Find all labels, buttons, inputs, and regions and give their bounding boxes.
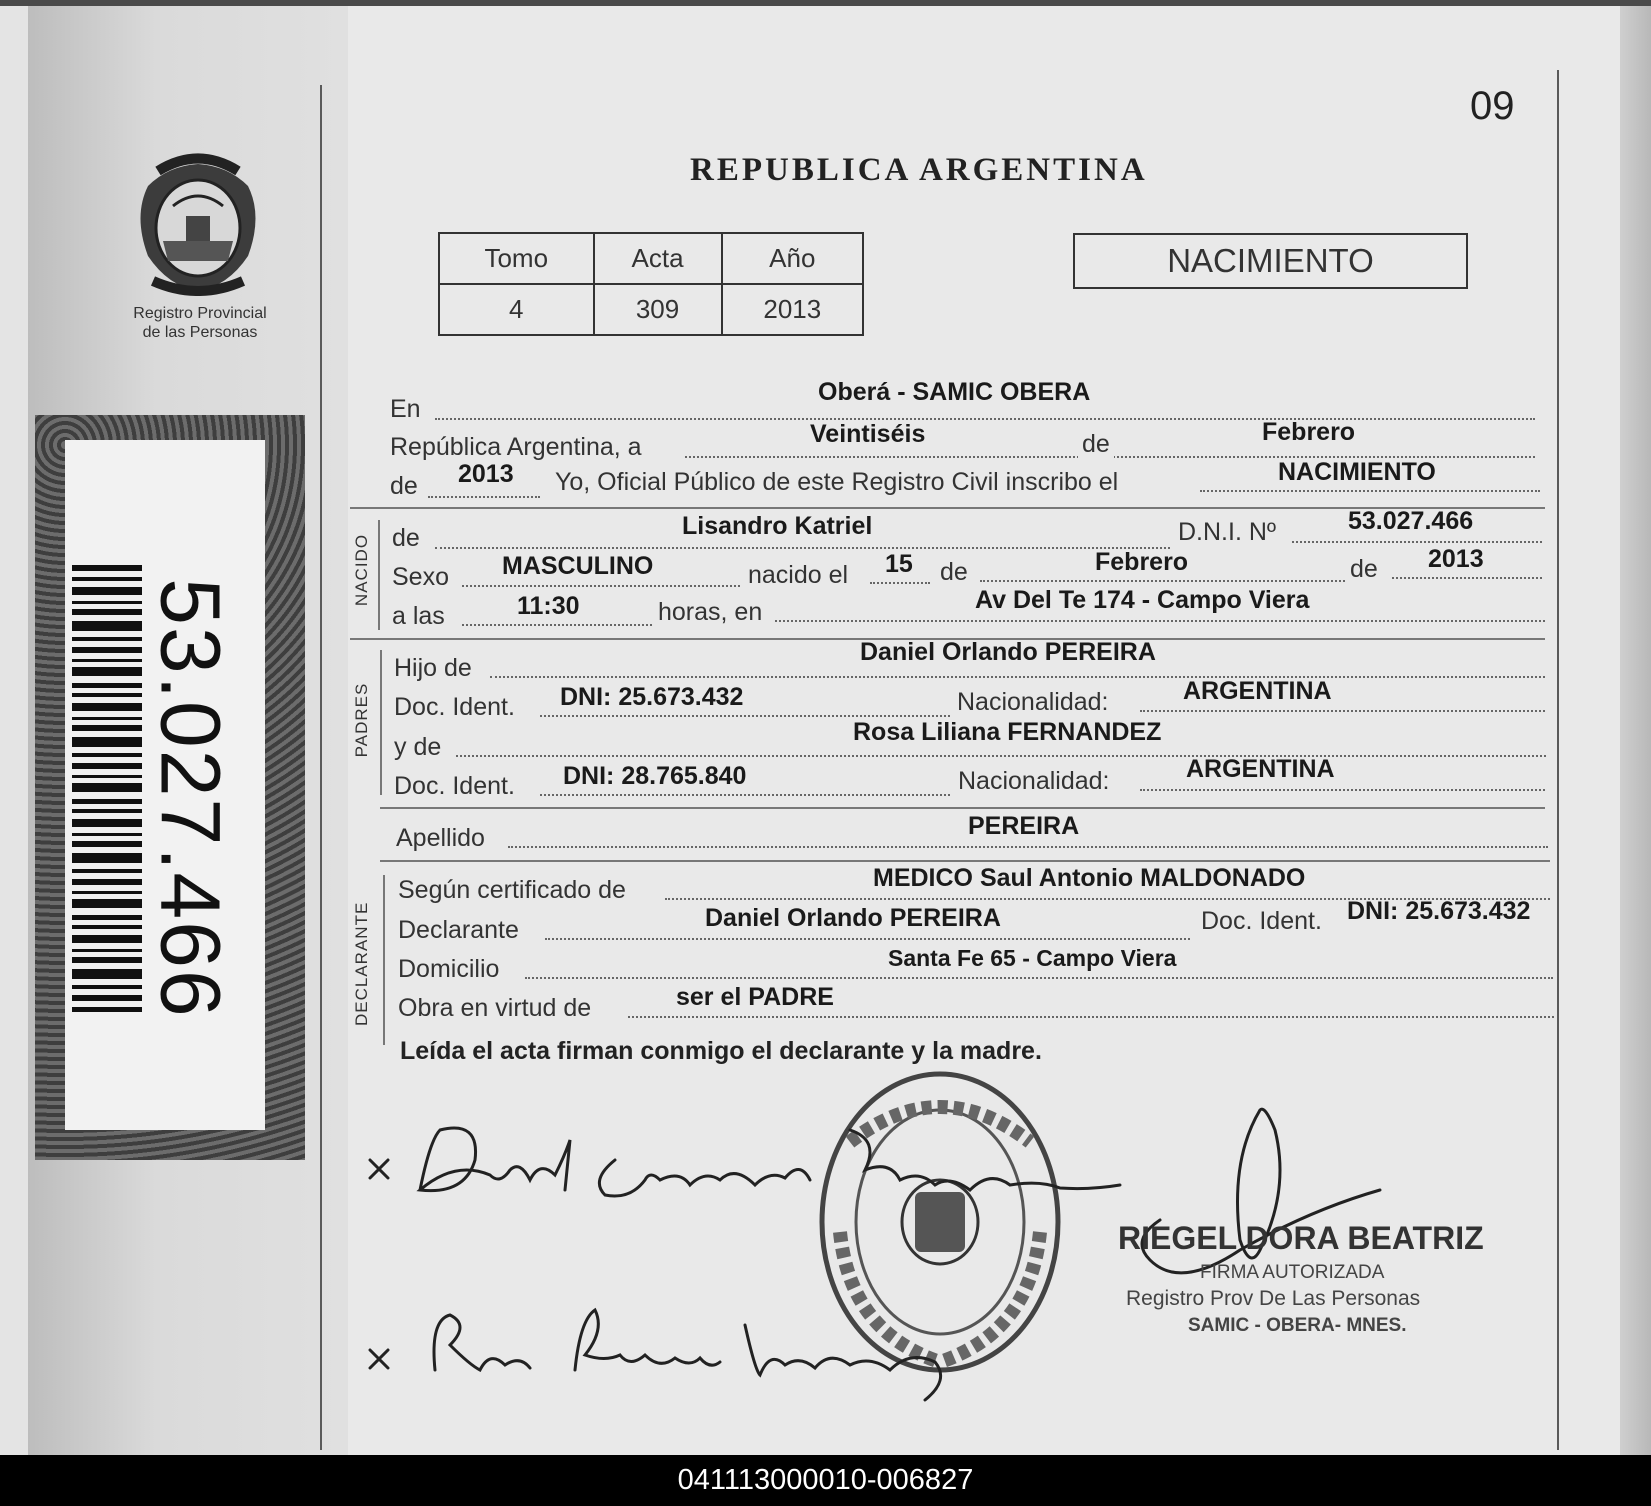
value-padre-doc: DNI: 25.673.432 (560, 683, 744, 711)
label-y-de: y de (394, 733, 442, 761)
label-republica: República Argentina, a (390, 433, 642, 461)
top-page-edge (0, 0, 1651, 6)
section-divider (380, 807, 1545, 809)
value-mes-nac: Febrero (1095, 548, 1189, 576)
folio-number: 09 (1470, 84, 1515, 128)
label-domicilio: Domicilio (398, 955, 500, 983)
handwritten-signatures (360, 1100, 1560, 1420)
label-de2: de (390, 472, 418, 500)
section-bracket (380, 650, 382, 795)
dotted-line (490, 676, 1545, 678)
registry-table (438, 232, 864, 336)
value-dni: 53.027.466 (1348, 507, 1474, 535)
label-en: En (390, 395, 421, 423)
left-frame-line (320, 85, 322, 1450)
section-label-nacido: NACIDO (352, 533, 371, 607)
section-bracket (378, 520, 380, 630)
label-de-nombre: de (392, 524, 420, 552)
right-page-edge (1620, 0, 1651, 1455)
registry-table-header-row (439, 233, 863, 284)
dotted-line (980, 580, 1345, 582)
officer-name: RIEGEL DORA BEATRIZ (1118, 1220, 1484, 1256)
dotted-line (870, 582, 930, 584)
barcode-number-text: 53.027.466 (143, 578, 238, 1019)
document-title: REPUBLICA ARGENTINA (690, 152, 1148, 188)
section-bracket (383, 875, 385, 1045)
value-madre: Rosa Liliana FERNANDEZ (853, 718, 1162, 746)
value-apellido: PEREIRA (968, 812, 1080, 840)
value-virtud: ser el PADRE (676, 983, 834, 1011)
label-de3: de (940, 558, 968, 586)
label-dni: D.N.I. Nº (1178, 518, 1277, 546)
label-declarante: Declarante (398, 916, 519, 944)
value-dia: Veintiséis (810, 420, 926, 448)
value-anio: 2013 (458, 460, 514, 488)
label-sexo: Sexo (392, 563, 449, 591)
emblem-caption (100, 304, 300, 342)
officer-location: SAMIC - OBERA- MNES. (1188, 1315, 1407, 1336)
section-divider (380, 860, 1550, 862)
footer-code: 041113000010-006827 (0, 1455, 1651, 1506)
dotted-line (435, 547, 1170, 549)
value-dia-nac: 15 (885, 550, 913, 578)
value-lugar: Oberá - SAMIC OBERA (818, 378, 1091, 406)
value-certificado: MEDICO Saul Antonio MALDONADO (873, 864, 1306, 892)
value-acta: 309 (594, 284, 722, 335)
dotted-line (1140, 710, 1545, 712)
label-segun: Según certificado de (398, 876, 626, 904)
label-nacido-el: nacido el (748, 561, 849, 589)
dotted-line (628, 1016, 1554, 1018)
value-declarante-doc: DNI: 25.673.432 (1347, 897, 1531, 925)
header-acta: Acta (594, 233, 722, 284)
dotted-line (462, 624, 652, 626)
value-lugar-nac: Av Del Te 174 - Campo Viera (975, 586, 1310, 614)
label-horas-en: horas, en (658, 598, 763, 626)
barcode-number (130, 500, 240, 1080)
section-label-declarante: DECLARANTE (352, 901, 371, 1026)
label-a-las: a las (392, 602, 445, 630)
closing-statement: Leída el acta firman conmigo el declarante y la madre. (400, 1037, 1042, 1065)
emblem-caption-line1: Registro Provincial (133, 305, 267, 322)
label-de1: de (1078, 430, 1114, 459)
label-obra: Obra en virtud de (398, 994, 592, 1022)
value-anio: 2013 (722, 284, 863, 335)
value-hora: 11:30 (517, 592, 580, 620)
emblem-caption-line2: de las Personas (142, 324, 258, 341)
value-padre-nac: ARGENTINA (1183, 677, 1332, 705)
act-type-box: NACIMIENTO (1073, 233, 1468, 289)
dotted-line (1140, 789, 1545, 791)
label-nacionalidad1: Nacionalidad: (957, 688, 1109, 716)
dotted-line (462, 585, 740, 587)
value-declarante: Daniel Orlando PEREIRA (705, 904, 1001, 932)
value-tipo: NACIMIENTO (1278, 458, 1436, 486)
dotted-line (428, 496, 540, 498)
label-nacionalidad2: Nacionalidad: (958, 767, 1110, 795)
value-madre-doc: DNI: 28.765.840 (563, 762, 747, 790)
header-anio: Año (722, 233, 863, 284)
registry-table-value-row (439, 284, 863, 335)
dotted-line (540, 794, 950, 796)
value-nombre: Lisandro Katriel (682, 512, 873, 540)
header-tomo: Tomo (439, 233, 594, 284)
dotted-line (1292, 541, 1542, 543)
label-apellido: Apellido (396, 824, 485, 852)
dotted-line (525, 977, 1553, 979)
value-mes: Febrero (1262, 418, 1356, 446)
dotted-line (435, 418, 1535, 420)
dotted-line (1392, 577, 1542, 579)
value-tomo: 4 (439, 284, 594, 335)
label-inscribo: Yo, Oficial Público de este Registro Civil inscribo el (555, 468, 1119, 496)
label-doc-ident1: Doc. Ident. (394, 693, 515, 721)
officer-office: Registro Prov De Las Personas (1126, 1287, 1421, 1310)
value-padre: Daniel Orlando PEREIRA (860, 638, 1156, 666)
label-hijo-de: Hijo de (394, 654, 472, 682)
value-anio-nac: 2013 (1428, 545, 1484, 573)
value-madre-nac: ARGENTINA (1186, 755, 1335, 783)
section-label-padres: PADRES (352, 682, 371, 758)
dotted-line (545, 938, 1190, 940)
province-emblem (128, 146, 268, 296)
dotted-line (540, 715, 950, 717)
dotted-line (1200, 490, 1540, 492)
label-doc-ident2: Doc. Ident. (394, 772, 515, 800)
dotted-line (508, 846, 1548, 848)
label-doc-ident3: Doc. Ident. (1201, 907, 1322, 935)
label-de4: de (1350, 555, 1378, 583)
officer-role: FIRMA AUTORIZADA (1200, 1262, 1385, 1283)
value-sexo: MASCULINO (502, 552, 654, 580)
value-domicilio: Santa Fe 65 - Campo Viera (888, 945, 1177, 971)
dotted-line (456, 755, 1546, 757)
dotted-line (775, 620, 1545, 622)
